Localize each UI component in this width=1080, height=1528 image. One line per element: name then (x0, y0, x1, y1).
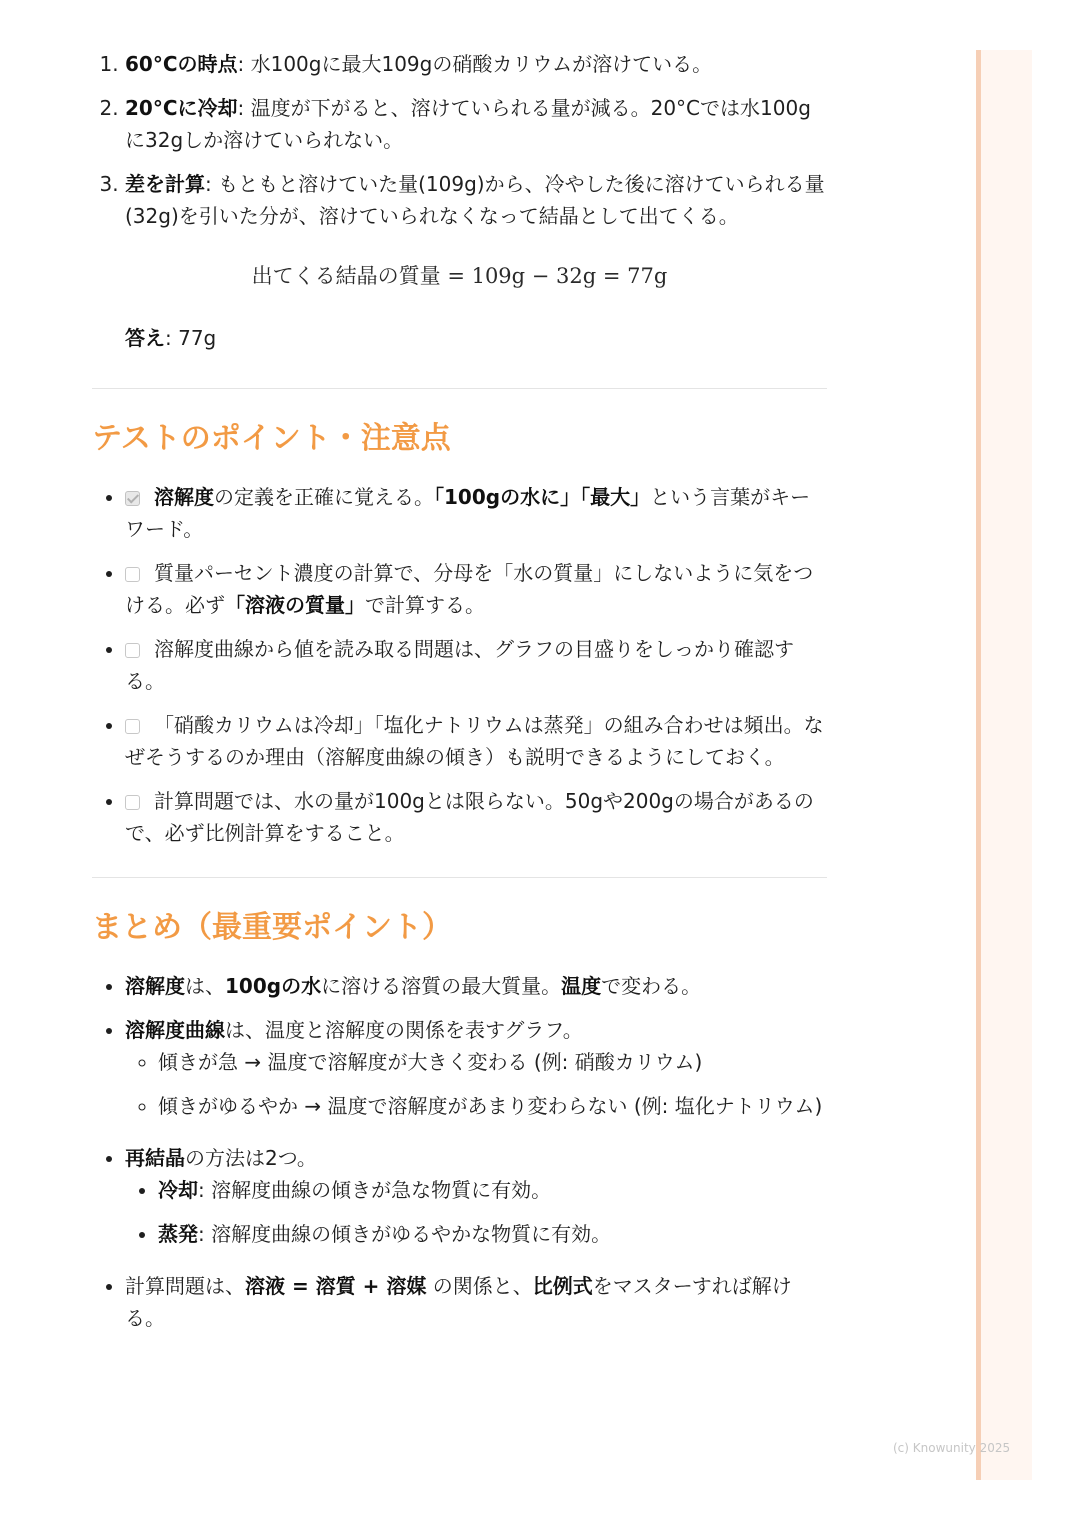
summary-text: : 溶解度曲線の傾きが急な物質に有効。 (198, 1178, 552, 1202)
summary-text: をマスターすれば解ける。 (125, 1274, 792, 1330)
summary-sublist (125, 1174, 827, 1250)
step-text: : 水100gに最大109gの硝酸カリウムが溶けている。 (237, 52, 713, 76)
point-text: という言葉がキーワード。 (125, 485, 811, 541)
summary-text: は、 (185, 974, 225, 998)
checkbox-icon[interactable] (125, 643, 140, 658)
point-text: 溶解度曲線から値を読み取る問題は、グラフの目盛りをしっかり確認する。 (125, 637, 794, 693)
summary-bold: 比例式 (532, 1274, 593, 1298)
summary-text: に溶ける溶質の最大質量。 (321, 974, 562, 998)
answer (92, 322, 827, 354)
summary-item (125, 970, 827, 1002)
checkbox-icon[interactable] (125, 795, 140, 810)
step-item (125, 48, 827, 80)
test-point-item (125, 709, 827, 773)
summary-bold: 溶解度曲線 (125, 1018, 225, 1042)
test-point-item (125, 481, 827, 545)
point-bold: 「100gの水に」「最大」 (434, 485, 651, 509)
summary-bold: 冷却 (158, 1178, 198, 1202)
step-title: 20°Cに冷却 (125, 96, 238, 120)
summary-text: の方法は2つ。 (185, 1146, 317, 1170)
document-body (92, 48, 827, 1346)
summary-text: の関係と、 (426, 1274, 533, 1298)
summary-bold: 再結晶 (125, 1146, 185, 1170)
summary-subitem (158, 1218, 827, 1250)
checkbox-checked-icon[interactable] (125, 491, 140, 506)
step-item (125, 168, 827, 232)
summary-bold: 温度 (561, 974, 602, 998)
point-text: 計算問題では、水の量が100gとは限らない。50gや200gの場合があるので、必ず比例計算をすること。 (125, 789, 814, 845)
summary-bold: 100gの水 (225, 974, 322, 998)
formula: 出てくる結晶の質量 = 109g − 32g = 77g (251, 264, 668, 288)
test-point-item (125, 557, 827, 621)
copyright-footer: (c) Knowunity 2025 (893, 1441, 1011, 1455)
summary-text: : 溶解度曲線の傾きがゆるやかな物質に有効。 (198, 1222, 612, 1246)
summary-bold: 溶解度 (125, 974, 185, 998)
summary-list (92, 970, 827, 1334)
point-text: で計算する。 (365, 593, 485, 617)
checkbox-icon[interactable] (125, 719, 140, 734)
answer-label: 答え (125, 326, 165, 350)
right-margin-strip (976, 50, 1032, 1480)
summary-bold: 蒸発 (158, 1222, 198, 1246)
point-text: 質量パーセント濃度の計算で、分母を「水の質量」にしないように気をつける。必ず (125, 561, 814, 617)
step-text: : もともと溶けていた量(109g)から、冷やした後に溶けていられる量(32g)を引いた分が、溶けていられなくなって結晶として出てくる。 (125, 172, 825, 228)
summary-subitem: ◦ 傾きが急 → 温度で溶解度が大きく変わる (例: 硝酸カリウム) (158, 1046, 827, 1078)
point-text: 「硝酸カリウムは冷却」「塩化ナトリウムは蒸発」の組み合わせは頻出。なぜそうするのか理由（溶解度曲線の傾き）も説明できるようにしておく。 (125, 713, 824, 769)
section-divider (92, 877, 827, 878)
test-points-heading: テストのポイント・注意点 (92, 421, 451, 456)
summary-text: 計算問題は、 (125, 1274, 245, 1298)
summary-text: は、温度と溶解度の関係を表すグラフ。 (225, 1018, 583, 1042)
summary-heading: まとめ（最重要ポイント） (92, 910, 452, 945)
summary-item (125, 1270, 827, 1334)
test-points-list (92, 481, 827, 849)
step-title: 60°Cの時点 (125, 52, 238, 76)
test-point-item (125, 785, 827, 849)
point-text: の定義を正確に覚える。 (214, 485, 434, 509)
summary-text: で変わる。 (601, 974, 702, 998)
checkbox-icon[interactable] (125, 567, 140, 582)
summary-subitem (158, 1174, 827, 1206)
test-point-item (125, 633, 827, 697)
calculation-steps (92, 48, 827, 232)
summary-bold: 溶液 = 溶質 + 溶媒 (245, 1274, 427, 1298)
step-item (125, 92, 827, 156)
summary-subitem: ◦ 傾きがゆるやか → 温度で溶解度があまり変わらない (例: 塩化ナトリウム) (158, 1090, 827, 1122)
answer-value: : 77g (165, 326, 217, 350)
summary-sublist (125, 1046, 827, 1122)
step-text: : 温度が下がると、溶けていられる量が減る。20°Cでは水100gに32gしか溶けていられない。 (125, 96, 811, 152)
point-bold: 溶解度 (154, 485, 214, 509)
step-title: 差を計算 (125, 172, 205, 196)
section-divider (92, 388, 827, 389)
point-bold: 「溶液の質量」 (225, 593, 365, 617)
summary-item (125, 1142, 827, 1250)
summary-item (125, 1014, 827, 1122)
